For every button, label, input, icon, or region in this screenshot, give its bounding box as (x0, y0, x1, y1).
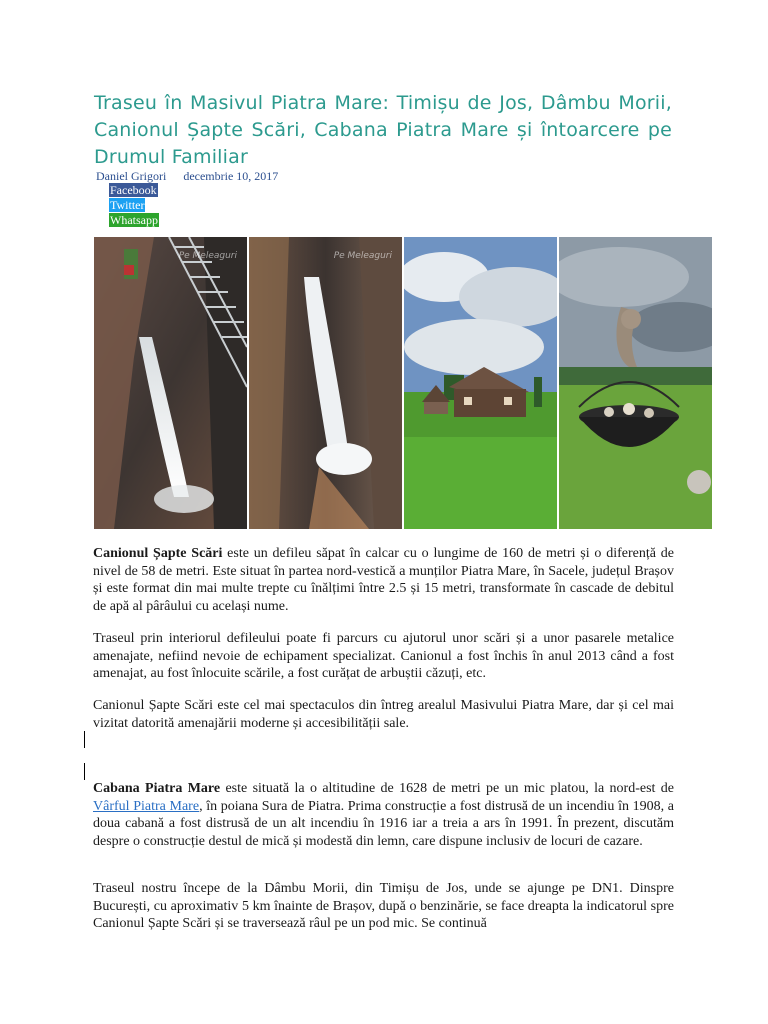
paragraph-3: Canionul Șapte Scări este cel mai spectaculos din întreg arealul Masivului Piatra Mare, dar și cel mai vizitat datorită amenajării moderne și accesibilității sale. (93, 698, 674, 731)
canyon-name: Canionul Șapte Scări (93, 546, 223, 561)
date-label: decembrie 10, 2017 (183, 169, 279, 183)
paragraph-1 (93, 545, 674, 615)
share-twitter-button[interactable] (109, 198, 145, 212)
share-facebook-label: Facebook (110, 183, 157, 197)
paragraph-4-text-a: este situată la o altitudine de 1628 de metri pe un mic platou, la nord-est de (220, 781, 675, 796)
photo-collage (94, 237, 712, 529)
peak-link[interactable]: Vârful Piatra Mare (93, 798, 200, 814)
paragraph-4-text-b: , în poiana Sura de Piatra. Prima construcție a fost distrusă de un incendiu în 1908, a doua cabană a fost distrusă de un alt incendiu în 1916 iar a treia a ars în 1991. În prezent, discutăm despre o construcție destul de mică și modestă din lemn, care dispune inclusiv de locuri de cazare. (93, 798, 675, 849)
share-facebook-button[interactable] (109, 183, 158, 197)
watermark-text: Pe Meleaguri (178, 251, 237, 261)
share-whatsapp-button[interactable] (109, 213, 159, 227)
paragraph-2: Traseul prin interiorul defileului poate fi parcurs cu ajutorul unor scări și a unor pasarele metalice amenajate, nefiind nevoie de echipament specializat. Canionul a fost închis în anul 2013 când a fost amenajat, au fost înlocuite scările, a fost curățat de arbuștii căzuți, etc. (93, 631, 674, 681)
paragraph-4 (93, 780, 674, 850)
share-twitter-label: Twitter (110, 198, 145, 212)
article-title: Traseu în Masivul Piatra Mare: Timișu de Jos, Dâmbu Morii, Canionul Șapte Scări, Cabana Piatra Mare și întoarcere pe Drumul Familiar (94, 92, 672, 168)
photo-cabin (404, 237, 557, 529)
paragraph-5: Traseul nostru începe de la Dâmbu Morii, din Timișu de Jos, unde se ajunge pe DN1. Dinspre București, cu aproximativ 5 km înainte de Brașov, după o benzinărie, se face dreapta la indicatorul spre Canionul Șapte Scări și se traversează râul pe un pod mic. Se continuă (93, 881, 674, 931)
cabin-name: Cabana Piatra Mare (93, 781, 221, 796)
photo-cauldron (559, 237, 712, 529)
text-cursor (84, 731, 85, 748)
article-meta (96, 169, 278, 184)
photo-waterfall-stairs (94, 237, 247, 529)
author-link[interactable]: Daniel Grigori (96, 169, 167, 183)
paragraph-1-text: este un defileu săpat în calcar cu o lungime de 160 de metri și o diferență de nivel de 58 de metri. Este situat în partea nord-vestică a munților Piatra Mare, în Sacele, județul Brașov și este format din mai multe trepte cu înălțimi între 2.5 și 15 metri, transformate în cascade de debitul de apă al pârâului cu același nume. (93, 546, 674, 614)
watermark-text: Pe Meleaguri (333, 251, 392, 261)
share-whatsapp-label: Whatsapp (110, 213, 158, 227)
photo-waterfall (249, 237, 402, 529)
text-cursor (84, 763, 85, 780)
